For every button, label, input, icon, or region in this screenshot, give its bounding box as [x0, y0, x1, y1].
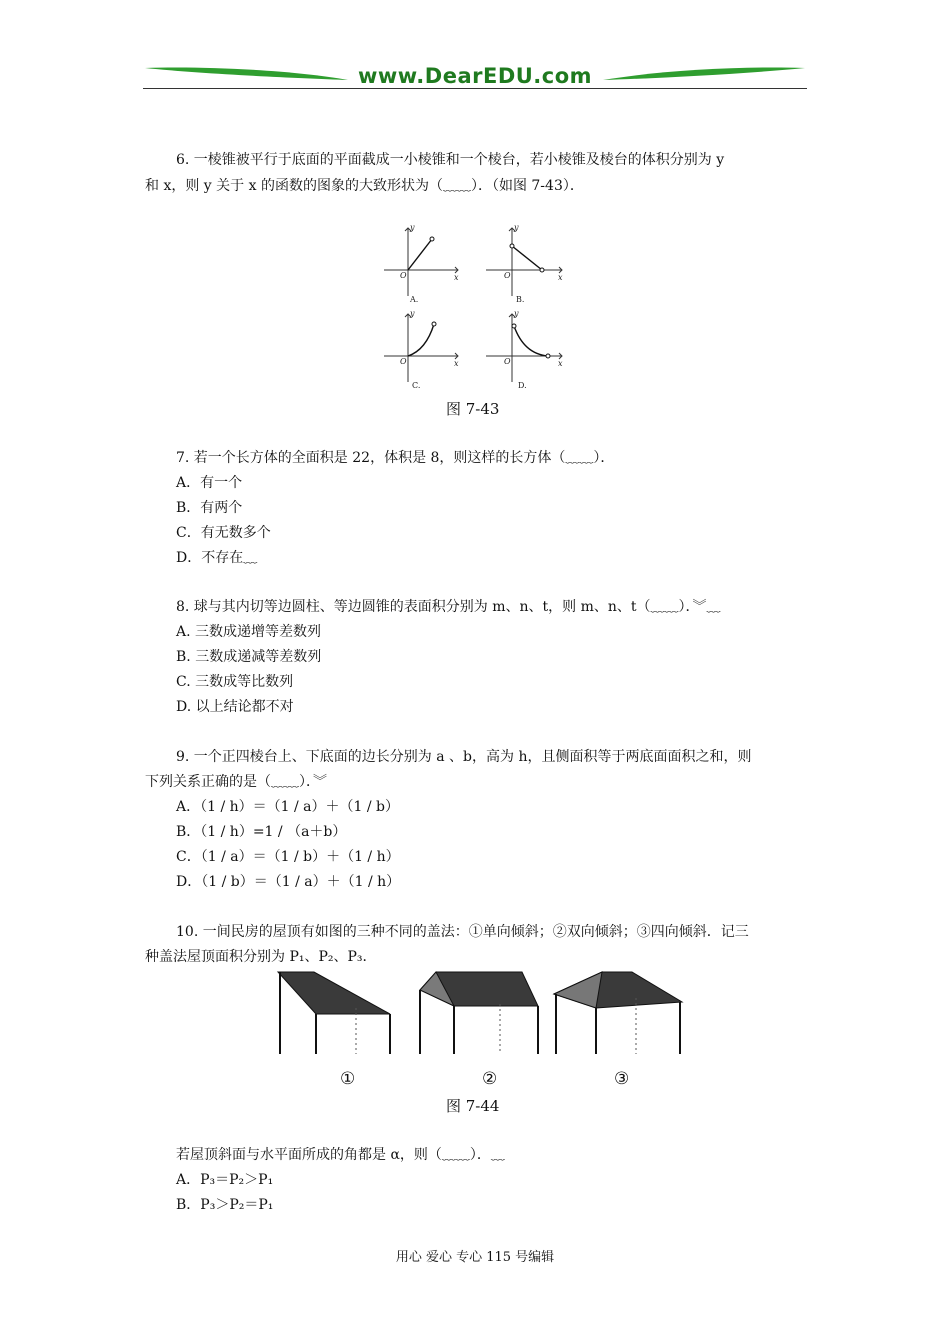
graph-c: [384, 309, 459, 390]
graph-b-label: B.: [516, 295, 525, 304]
q10-line1: 10. 一间民房的屋顶有如图的三种不同的盖法：①单向倾斜；②双向倾斜；③四向倾斜．记三: [176, 924, 749, 940]
graph-d-origin: O: [504, 357, 511, 366]
q9-line2: 下列关系正确的是（﹏﹏）．︾: [145, 774, 327, 790]
figure-7-43: [380, 222, 570, 394]
roof-1-label: ①: [340, 1069, 356, 1089]
graph-c-origin: O: [400, 357, 407, 366]
figure-7-44: [272, 968, 692, 1093]
q8-stem: 8. 球与其内切等边圆柱、等边圆锥的表面积分别为 m、n、t，则 m、n、t（﹏﹏）．︾﹏: [176, 599, 721, 615]
graph-c-y-label: y: [410, 309, 415, 318]
q6-line2: 和 x，则 y 关于 x 的函数的图象的大致形状为（﹏﹏）．（如图 7-43）．: [145, 178, 584, 194]
graph-c-label: C.: [412, 381, 421, 390]
header-rule: [143, 88, 807, 89]
q8-option-b: B. 三数成递减等差数列: [176, 649, 322, 665]
roof-2-label: ②: [482, 1069, 498, 1089]
figure-7-43-caption: 图 7-43: [446, 400, 500, 418]
q7-option-a: A．有一个: [176, 475, 243, 491]
q8-option-c: C. 三数成等比数列: [176, 674, 294, 690]
graph-b-origin: O: [504, 271, 511, 280]
q8-option-d: D. 以上结论都不对: [176, 699, 294, 715]
graph-d-y-label: y: [514, 309, 519, 318]
q9-option-b: B．（1 / h）=1 / （a＋b）: [176, 824, 347, 840]
graph-b: [486, 223, 563, 304]
graph-d: [486, 309, 563, 390]
q8-option-a: A. 三数成递增等差数列: [176, 624, 322, 640]
site-logo[interactable]: www.DearEDU.com: [357, 64, 593, 88]
roof-3-four-slope: [554, 972, 682, 1089]
q6-line1: 6. 一棱锥被平行于底面的平面截成一小棱锥和一个棱台，若小棱锥及棱台的体积分别为 y: [176, 152, 725, 168]
roof-3-label: ③: [614, 1069, 630, 1089]
q7-stem: 7. 若一个长方体的全面积是 22，体积是 8，则这样的长方体（﹏﹏）．: [176, 450, 615, 466]
page-footer: 用心 爱心 专心 115 号编辑: [395, 1250, 555, 1265]
roof-2-double-slope: [420, 972, 538, 1089]
q7-option-d: D．不存在﹏: [176, 550, 258, 566]
graph-b-x-label: x: [558, 273, 563, 282]
graph-d-label: D.: [518, 381, 527, 390]
q9-option-a: A．（1 / h）＝（1 / a）＋（1 / b）: [176, 799, 400, 815]
graph-a-label: A.: [410, 295, 419, 304]
q7-option-c: C．有无数多个: [176, 525, 271, 541]
figure-7-44-caption: 图 7-44: [446, 1097, 500, 1115]
q9-option-d: D．（1 / b）＝（1 / a）＋（1 / h）: [176, 874, 401, 890]
graph-a: [384, 223, 459, 304]
roof-1-single-slope: [278, 972, 390, 1089]
q9-option-c: C．（1 / a）＝（1 / b）＋（1 / h）: [176, 849, 400, 865]
graph-a-origin: O: [400, 271, 407, 280]
q10-option-b: B．P₃＞P₂＝P₁: [176, 1197, 274, 1213]
site-header: [143, 62, 807, 92]
graph-d-x-label: x: [558, 359, 563, 368]
graph-a-y-label: y: [410, 223, 415, 232]
q9-line1: 9. 一个正四棱台上、下底面的边长分别为 a 、b，高为 h，且侧面积等于两底面面积之和，则: [176, 749, 752, 765]
q10-stem2: 若屋顶斜面与水平面所成的角都是 α，则（﹏﹏）．﹏: [176, 1147, 505, 1163]
graph-a-x-label: x: [454, 273, 459, 282]
q10-option-a: A．P₃＝P₂＞P₁: [176, 1172, 274, 1188]
q10-line2: 种盖法屋顶面积分别为 P₁、P₂、P₃．: [145, 949, 377, 965]
q7-option-b: B．有两个: [176, 500, 243, 516]
graph-b-y-label: y: [514, 223, 519, 232]
graph-c-x-label: x: [454, 359, 459, 368]
